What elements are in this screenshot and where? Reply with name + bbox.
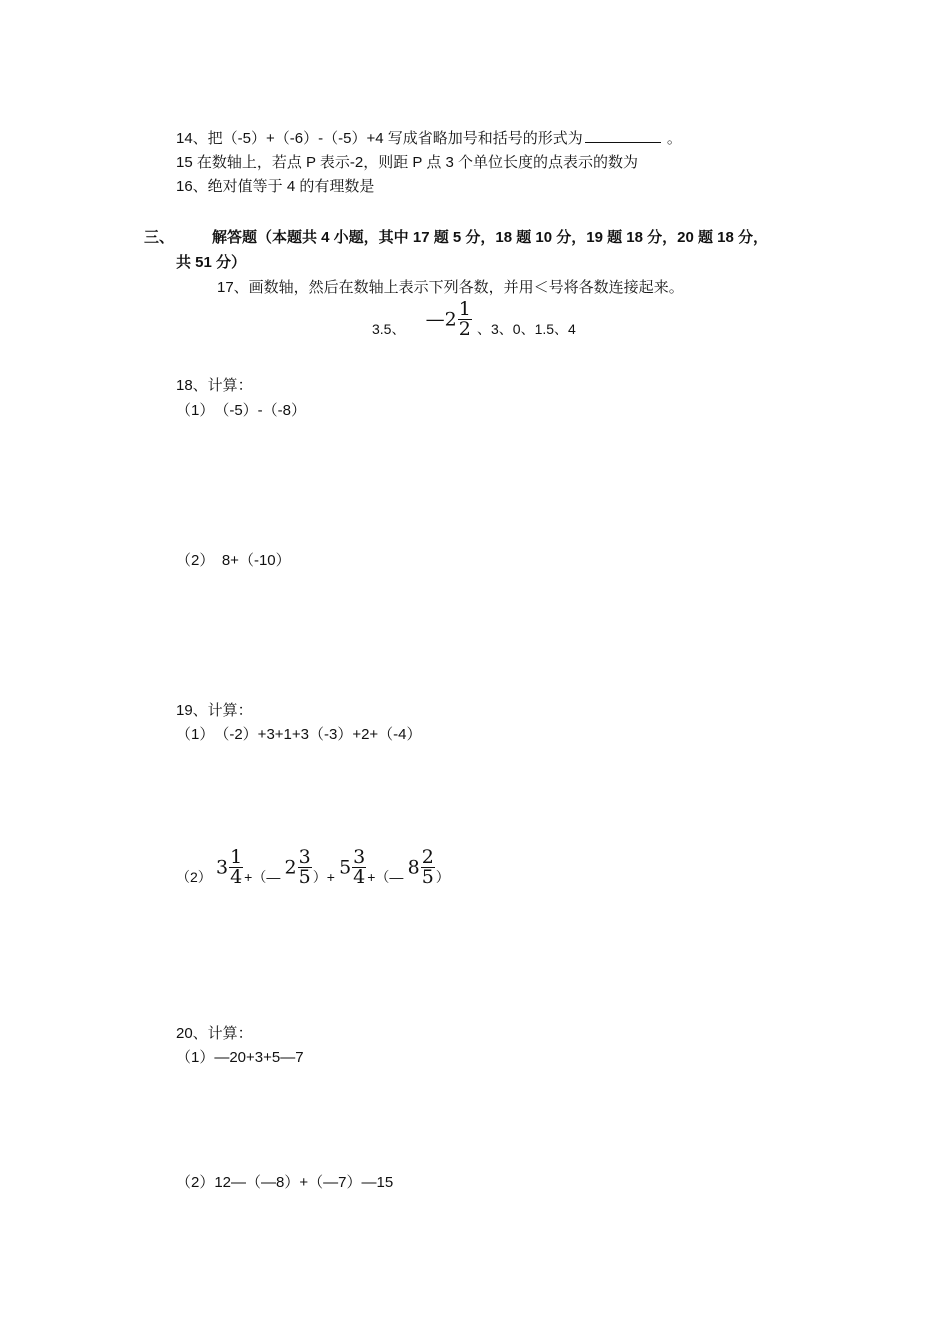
numerator: 3	[298, 846, 311, 868]
question-18-part-2: （2） 8+（-10）	[176, 552, 291, 569]
numerator: 3	[353, 846, 366, 868]
whole-part: 2	[444, 308, 457, 331]
mixed-fraction-3	[339, 848, 367, 887]
fraction	[458, 300, 472, 339]
question-14	[176, 128, 682, 149]
operator-4: ）	[435, 869, 450, 885]
denominator: 4	[230, 866, 243, 888]
numerator: 2	[421, 846, 434, 868]
question-19-part-2	[176, 848, 450, 896]
whole-part: 8	[407, 856, 420, 879]
fraction	[229, 848, 243, 887]
mixed-fraction-1	[216, 848, 244, 887]
operator-3: +（—	[367, 869, 404, 885]
question-19-title: 19、计算：	[176, 702, 253, 719]
section-3-number: 三、	[144, 229, 175, 246]
fraction	[421, 848, 435, 887]
denominator: 2	[458, 318, 471, 340]
denominator: 5	[421, 866, 434, 888]
operator-1: +（—	[244, 869, 281, 885]
question-20-title: 20、计算：	[176, 1025, 253, 1042]
question-18-part-1: （1） （-5）-（-8）	[176, 402, 307, 419]
question-18-title: 18、计算：	[176, 377, 253, 394]
question-14-text: 14、把（-5）+（-6）-（-5）+4 写成省略加号和括号的形式为	[176, 130, 583, 147]
denominator: 5	[298, 866, 311, 888]
whole-part: 5	[339, 856, 352, 879]
mixed-fraction	[426, 300, 473, 339]
answer-blank[interactable]	[585, 128, 661, 143]
fraction	[298, 848, 312, 887]
question-15: 15 在数轴上，若点 P 表示-2，则距 P 点 3 个单位长度的点表示的数为	[176, 154, 639, 171]
mixed-fraction-4	[408, 848, 436, 887]
question-17-prompt: 17、画数轴，然后在数轴上表示下列各数，并用＜号将各数连接起来。	[217, 279, 684, 296]
numerator: 1	[230, 846, 243, 868]
fraction	[352, 848, 366, 887]
mixed-fraction-2	[285, 848, 313, 887]
operator-2: ）+	[312, 869, 335, 885]
number-list-rest: 、3、0、1.5、4	[477, 321, 576, 337]
whole-part: 3	[215, 856, 229, 879]
number-3-5: 3.5、	[372, 321, 406, 337]
question-20-part-1: （1）—20+3+5—7	[176, 1049, 304, 1066]
question-16: 16、绝对值等于 4 的有理数是	[176, 178, 375, 195]
part-label: （2）	[176, 869, 212, 885]
whole-part: 2	[284, 856, 297, 879]
section-3-title-cont: 共 51 分）	[176, 254, 247, 271]
denominator: 4	[353, 866, 366, 888]
section-3-title: 解答题（本题共 4 小题，其中 17 题 5 分，18 题 10 分，19 题 18 分，20 题 18 分，	[212, 229, 768, 246]
question-17-numbers	[372, 300, 576, 346]
numerator: 1	[458, 298, 471, 320]
negative-sign: —	[425, 308, 445, 331]
question-20-part-2: （2）12—（—8）+（—7）—15	[176, 1174, 394, 1191]
question-14-end: 。	[666, 130, 682, 147]
question-19-part-1: （1） （-2）+3+1+3（-3）+2+（-4）	[176, 726, 422, 743]
